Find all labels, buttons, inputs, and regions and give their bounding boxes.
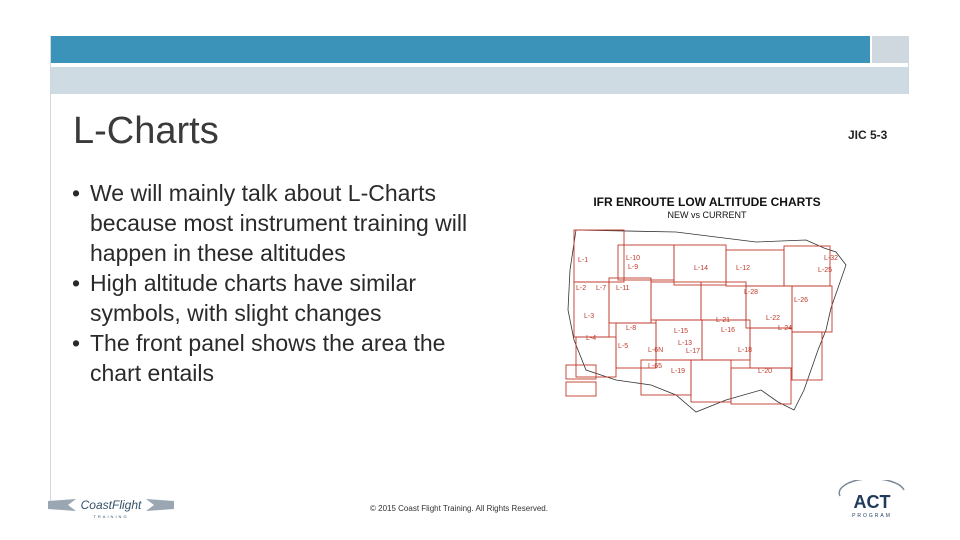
us-outline xyxy=(568,230,846,412)
map-label: L-12 xyxy=(736,265,751,272)
map-label: L-2 xyxy=(576,285,587,292)
map-label: L-28 xyxy=(744,289,759,296)
map-label: L-24 xyxy=(778,325,793,332)
map-label: L-25 xyxy=(818,267,833,274)
map-label: L-3 xyxy=(584,313,595,320)
map-label: L-11 xyxy=(616,285,630,292)
map-label: L-9 xyxy=(628,264,639,271)
chart-coverage-map xyxy=(556,190,858,422)
map-label: L-10 xyxy=(626,255,641,262)
bullet-item: • We will mainly talk about L-Charts because most instrument training will happen in these altitudes xyxy=(72,178,472,268)
map-label: L-16 xyxy=(721,327,736,334)
map-label: L-4 xyxy=(586,335,597,342)
map-label: L-7 xyxy=(596,285,607,292)
coastflight-logo xyxy=(46,489,176,521)
map-label: L-15 xyxy=(674,328,689,335)
map-label: L-8 xyxy=(626,325,637,332)
wing-icon xyxy=(146,499,174,511)
map-label: L-19 xyxy=(671,368,686,375)
logo-wordmark: CoastFlight xyxy=(80,498,142,512)
slide-title: L-Charts xyxy=(73,110,219,152)
map-label: L-14 xyxy=(694,265,709,272)
logo-subtitle: TRAINING xyxy=(93,514,129,519)
map-label: L-17 xyxy=(686,348,701,355)
map-label: L-13 xyxy=(678,340,693,347)
map-label: L-22 xyxy=(766,315,781,322)
map-label: L-6N xyxy=(648,347,664,354)
map-title: IFR ENROUTE LOW ALTITUDE CHARTS xyxy=(593,195,821,209)
slide-tag: JIC 5-3 xyxy=(848,128,888,142)
bullet-item: • The front panel shows the area the chart entails xyxy=(72,328,472,388)
act-wordmark: ACT xyxy=(853,492,891,512)
map-label: L-18 xyxy=(738,347,753,354)
bullet-item: • High altitude charts have similar symbols, with slight changes xyxy=(72,268,472,328)
act-subtitle: PROGRAM xyxy=(852,513,892,519)
left-rule xyxy=(50,36,51,506)
copyright-footer: © 2015 Coast Flight Training. All Rights Reserved. xyxy=(370,504,548,513)
header-band-primary xyxy=(50,36,870,63)
map-label: L-26 xyxy=(794,297,809,304)
map-label: L-1 xyxy=(578,257,589,264)
map-label: L-20 xyxy=(758,368,773,375)
header-band-secondary xyxy=(50,67,908,94)
chart-boundaries xyxy=(566,230,832,404)
header-band-accent xyxy=(872,36,908,63)
map-label: L-5 xyxy=(618,343,629,350)
right-rule xyxy=(908,36,909,94)
map-subtitle: NEW vs CURRENT xyxy=(667,210,747,220)
map-label: L-65 xyxy=(648,363,663,370)
bullet-list xyxy=(72,178,472,388)
map-label: L-21 xyxy=(716,317,731,324)
act-program-logo xyxy=(832,480,912,522)
chart-labels xyxy=(576,255,838,375)
wing-icon xyxy=(48,499,76,511)
map-label: L-32 xyxy=(824,255,839,262)
